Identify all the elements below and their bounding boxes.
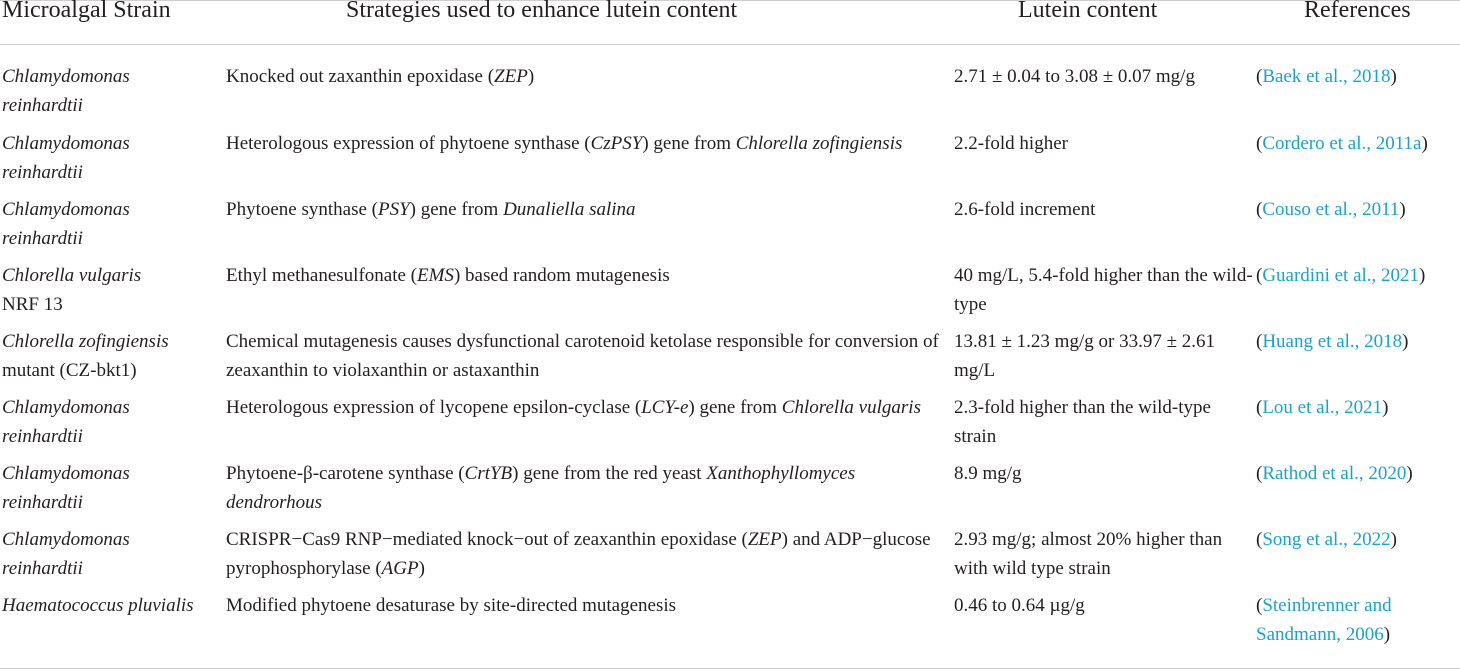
reference-cell: (Rathod et al., 2020): [1256, 463, 1413, 484]
reference-link[interactable]: Cordero et al., 2011a: [1262, 133, 1422, 154]
reference-link[interactable]: Steinbrenner and Sandmann, 2006: [1256, 595, 1392, 645]
reference-cell: (Steinbrenner and Sandmann, 2006): [1256, 595, 1392, 645]
lutein-cell: 0.46 to 0.64 µg/g: [954, 595, 1085, 616]
reference-link[interactable]: Rathod et al., 2020: [1262, 463, 1407, 484]
strategy-cell: Phytoene-β-carotene synthase (CrtYB) gene from the red yeast Xanthophyllomyces dendrorhous: [226, 463, 856, 513]
strain-cell: Chlamydomonas reinhardtii: [2, 397, 130, 447]
lutein-cell: 2.3-fold higher than the wild-type strain: [954, 397, 1211, 447]
strain-cell: Haematococcus pluvialis: [2, 595, 194, 616]
strain-cell: Chlorella vulgaris NRF 13: [2, 265, 142, 315]
lutein-cell: 2.2-fold higher: [954, 133, 1068, 154]
strategy-cell: Heterologous expression of phytoene synthase (CzPSY) gene from Chlorella zofingiensis: [226, 133, 903, 154]
table-bottom-rule: [0, 668, 1460, 669]
reference-cell: (Huang et al., 2018): [1256, 331, 1409, 352]
reference-link[interactable]: Huang et al., 2018: [1262, 331, 1403, 352]
header-references: References: [1304, 0, 1411, 23]
lutein-cell: 13.81 ± 1.23 mg/g or 33.97 ± 2.61 mg/L: [954, 331, 1215, 381]
strategy-cell: Knocked out zaxanthin epoxidase (ZEP): [226, 66, 535, 87]
strain-cell: Chlamydomonas reinhardtii: [2, 66, 130, 116]
reference-cell: (Song et al., 2022): [1256, 529, 1397, 550]
lutein-cell: 2.6-fold increment: [954, 199, 1096, 220]
strategy-cell: Modified phytoene desaturase by site-directed mutagenesis: [226, 595, 677, 616]
reference-cell: (Cordero et al., 2011a): [1256, 133, 1428, 154]
lutein-cell: 2.93 mg/g; almost 20% higher than with wild type strain: [954, 529, 1223, 579]
strain-cell: Chlamydomonas reinhardtii: [2, 133, 130, 183]
reference-cell: (Baek et al., 2018): [1256, 66, 1397, 87]
reference-cell: (Couso et al., 2011): [1256, 199, 1406, 220]
reference-cell: (Guardini et al., 2021): [1256, 265, 1426, 286]
reference-cell: (Lou et al., 2021): [1256, 397, 1389, 418]
reference-link[interactable]: Lou et al., 2021: [1262, 397, 1383, 418]
header-strategy: Strategies used to enhance lutein content: [346, 0, 738, 23]
strain-cell: Chlamydomonas reinhardtii: [2, 529, 130, 579]
strain-cell: Chlorella zofingiensis mutant (CZ-bkt1): [2, 331, 169, 381]
reference-link[interactable]: Couso et al., 2011: [1262, 199, 1400, 220]
strategy-cell: Heterologous expression of lycopene epsilon-cyclase (LCY-e) gene from Chlorella vulgaris: [226, 397, 921, 418]
strategy-cell: CRISPR−Cas9 RNP−mediated knock−out of zeaxanthin epoxidase (ZEP) and ADP−glucose pyrophosphorylase (AGP): [226, 529, 931, 579]
reference-link[interactable]: Baek et al., 2018: [1262, 66, 1391, 87]
lutein-cell: 2.71 ± 0.04 to 3.08 ± 0.07 mg/g: [954, 66, 1195, 87]
strategy-cell: Phytoene synthase (PSY) gene from Dunaliella salina: [226, 199, 636, 220]
header-strain: Microalgal Strain: [2, 0, 171, 23]
reference-link[interactable]: Guardini et al., 2021: [1262, 265, 1420, 286]
lutein-cell: 8.9 mg/g: [954, 463, 1022, 484]
strategy-cell: Chemical mutagenesis causes dysfunctional carotenoid ketolase responsible for conversion of zeaxanthin to violaxanthin or astaxanthin: [226, 331, 939, 381]
strategy-cell: Ethyl methanesulfonate (EMS) based random mutagenesis: [226, 265, 670, 286]
header-lutein: Lutein content: [1018, 0, 1158, 23]
lutein-cell: 40 mg/L, 5.4-fold higher than the wild-type: [954, 265, 1253, 315]
header-rule: [0, 44, 1460, 45]
table-header-row: [0, 0, 1460, 33]
strain-cell: Chlamydomonas reinhardtii: [2, 463, 130, 513]
strain-cell: Chlamydomonas reinhardtii: [2, 199, 130, 249]
reference-link[interactable]: Song et al., 2022: [1262, 529, 1391, 550]
